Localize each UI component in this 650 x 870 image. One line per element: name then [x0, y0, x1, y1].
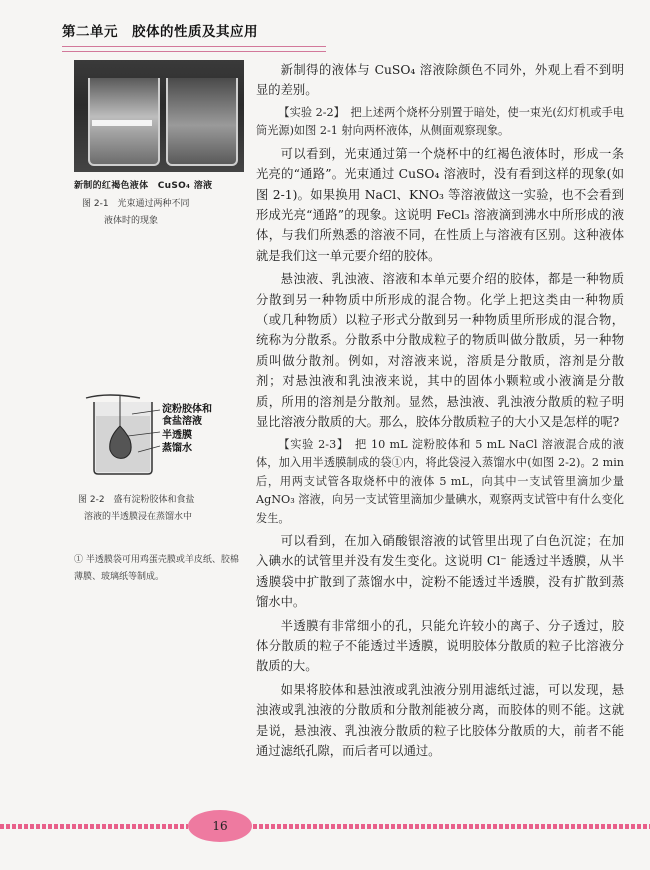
unit-title: 第二单元 胶体的性质及其应用	[62, 24, 258, 40]
footer-dash-right	[253, 824, 650, 829]
paragraph: 半透膜有非常细小的孔，只能允许较小的离子、分子透过，胶体分散质的粒子不能透过半透膜，说明胶体分散质的粒子比溶液分散质的大。	[256, 618, 624, 674]
page-number-badge	[188, 810, 252, 842]
page-number: 16	[212, 819, 228, 833]
beaker-diagram	[78, 392, 238, 476]
paragraph: 可以看到，光束通过第一个烧杯中的红褐色液体时，形成一条光亮的“通路”。光束通过 CuSO₄ 溶液时，没有看到这样的现象(如图 2-1)。如果换用 NaCl、KNO₃ 等溶液做这一实验，也不会看到形成光亮“通路”的现象。这说明 FeCl₃ 溶液滴到沸水中所形成的液体，与我们所熟悉的溶液不同，在性质上与溶液有区别。这种液体就是我们这一单元要介绍的胶体。	[256, 146, 624, 263]
photo-caption: 新制的红褐色液体 CuSO₄ 溶液	[74, 181, 213, 191]
footer-dash-left	[0, 824, 188, 829]
figure-2-2-caption-line2: 溶液的半透膜浸在蒸馏水中	[84, 512, 193, 522]
experiment-2-3: 【实验 2-3】 把 10 mL 淀粉胶体和 5 mL NaCl 溶液混合成的液体，加入用半透膜制成的袋①内，将此袋浸入蒸馏水中(如图 2-2)。2 min 后，用两支试管各取烧杯中的液体 5 mL，向其中一支试管里滴加少量 AgNO₃ 溶液，向另一支试管里滴加少量碘水，观察两支试管中有什么变化发生。	[256, 437, 624, 525]
figure-2-2-caption-line1: 图 2-2 盛有淀粉胶体和食盐	[78, 495, 195, 505]
light-beam	[92, 120, 152, 126]
label-salt-solution: 食盐溶液	[162, 416, 202, 427]
label-distilled-water: 蒸馏水	[162, 443, 192, 454]
paragraph: 如果将胶体和悬浊液或乳浊液分别用滤纸过滤，可以发现，悬浊液或乳浊液的分散质和分散剂能被分离，而胶体的则不能。这就是说，悬浊液、乳浊液分散质的粒子比胶体分散质的大，前者不能通过滤纸孔隙，而后者可以通过。	[256, 682, 624, 759]
paragraph: 可以看到，在加入硝酸银溶液的试管里出现了白色沉淀；在加入碘水的试管里并没有发生变化。这说明 Cl⁻ 能透过半透膜，从半透膜袋中扩散到了蒸馏水中，淀粉不能透过半透膜，没有扩散到蒸馏水中。	[256, 534, 624, 610]
figure-2-1-caption-line1: 图 2-1 光束通过两种不同	[82, 199, 190, 209]
figure-2-2-diagram	[78, 392, 238, 476]
figure-2-1-photo	[74, 60, 244, 172]
header-rule	[62, 46, 326, 52]
figure-2-1-caption-line2: 液体时的现象	[104, 216, 159, 226]
label-membrane: 半透膜	[162, 430, 192, 441]
footnote: ① 半透膜袋可用鸡蛋壳膜或羊皮纸、胶棉薄膜、玻璃纸等制成。	[74, 555, 239, 582]
paragraph: 新制得的液体与 CuSO₄ 溶液除颜色不同外，外观上看不到明显的差别。	[256, 63, 624, 98]
label-starch-colloid: 淀粉胶体和	[162, 404, 212, 415]
experiment-2-2: 【实验 2-2】 把上述两个烧杯分别置于暗处，使一束光(幻灯机或手电筒光源)如图 2-1 射向两杯液体，从侧面观察现象。	[256, 105, 624, 138]
beaker-cuso4	[166, 78, 238, 166]
main-text	[256, 60, 624, 764]
paragraph: 悬浊液、乳浊液、溶液和本单元要介绍的胶体，都是一种物质分散到另一种物质中所形成的混合物。化学上把这类由一种物质（或几种物质）以粒子形式分散到另一种物质里所形成的混合物，统称为分散系。分散系中分散成粒子的物质叫做分散质，另一种物质叫做分散剂。例如，对溶液来说，溶质是分散质，溶剂是分散剂；对悬浊液和乳浊液来说，其中的固体小颗粒或小液滴是分散质，所用的溶剂是分散剂。显然，悬浊液、乳浊液分散质的粒子明显比溶液分散质的大。那么，胶体分散质粒子的大小又是怎样的呢?	[256, 272, 624, 430]
